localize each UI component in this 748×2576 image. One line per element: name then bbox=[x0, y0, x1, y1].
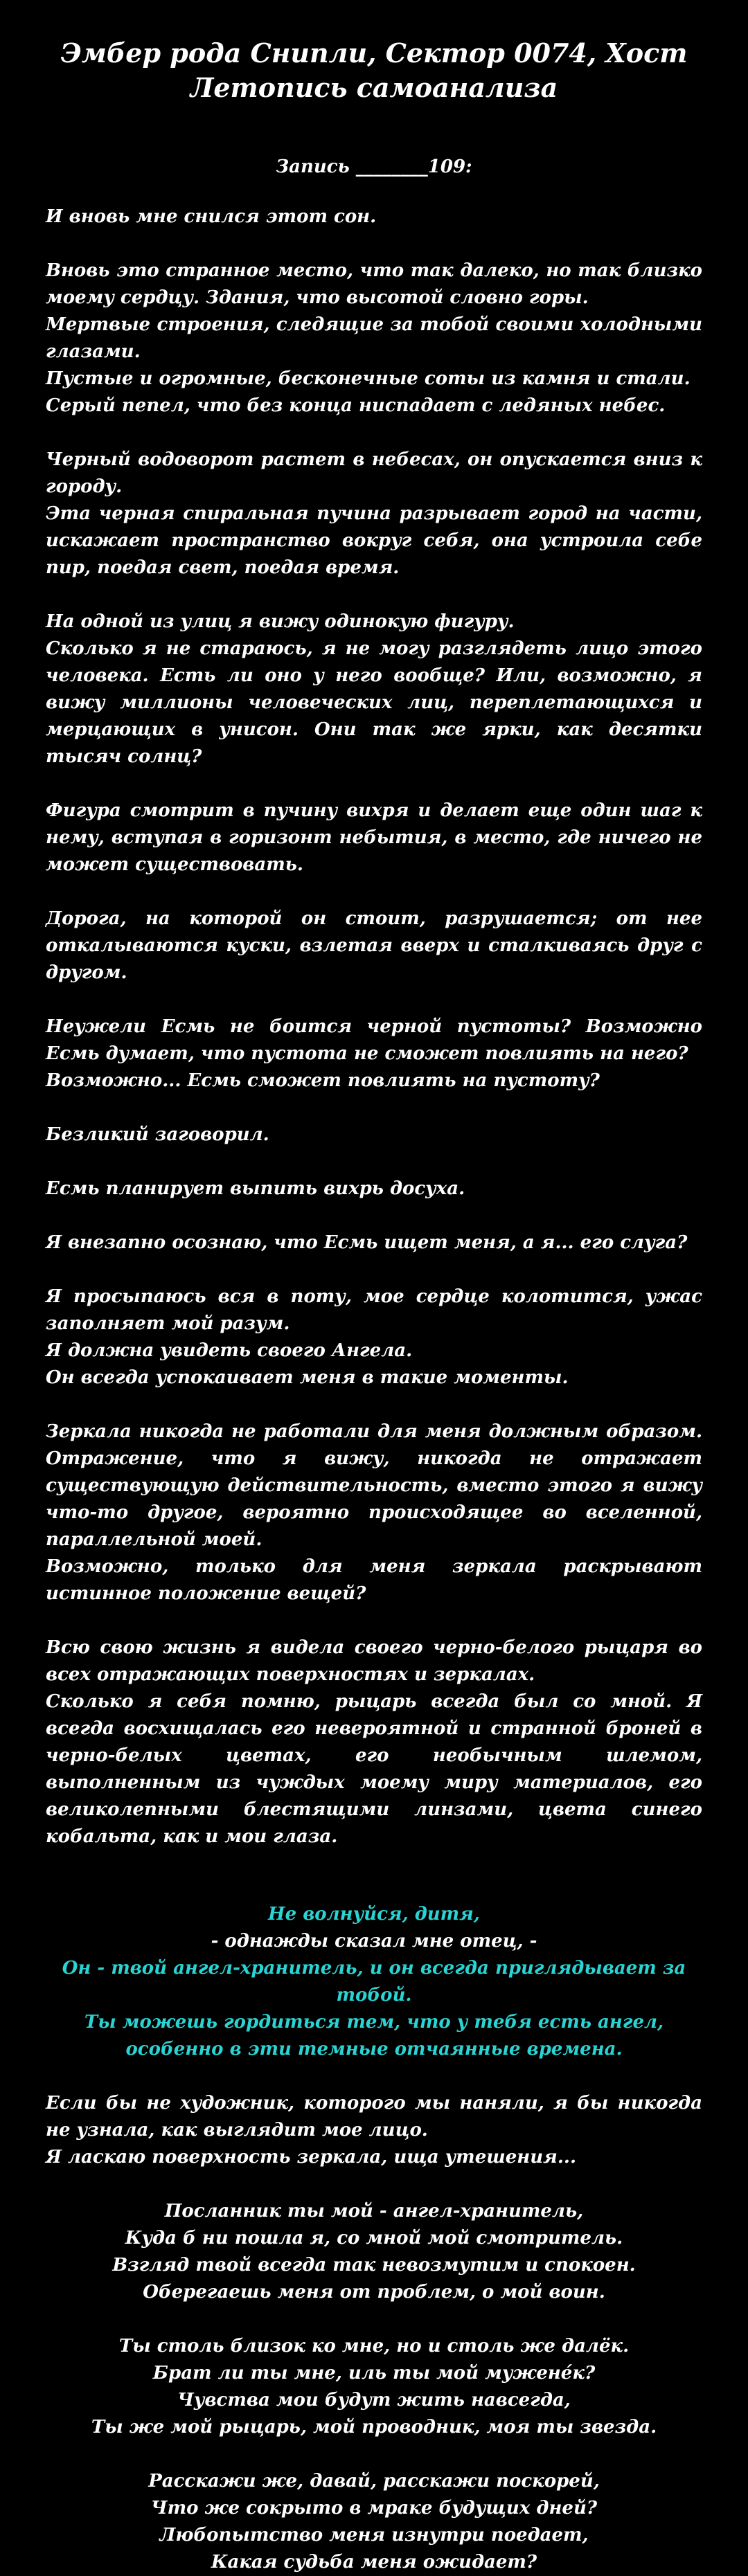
paragraph-line: Я просыпаюсь вся в поту, мое сердце колотится, ужас заполняет мой разум. bbox=[46, 1286, 702, 1334]
paragraph-line: Есмь планирует выпить вихрь досуха. bbox=[46, 1178, 465, 1199]
page-title bbox=[46, 36, 702, 105]
poem-line: Брат ли ты мне, иль ты мой мужене́к? bbox=[152, 2363, 596, 2384]
paragraph-line: Серый пепел, что без конца ниспадает с ледяных небес. bbox=[46, 395, 666, 416]
paragraph-line: Вновь это странное место, что так далеко, но так близко моему сердцу. Здания, что высотой словно горы. bbox=[46, 260, 702, 308]
paragraph-after-quote bbox=[46, 2090, 702, 2171]
paragraph-line: Эта черная спиральная пучина разрывает город на части, искажает пространство вокруг себя, она устроила себе пир, поедая свет, поедая время. bbox=[46, 503, 702, 578]
paragraph-line: Возможно... Есмь сможет повлиять на пустоту? bbox=[46, 1070, 600, 1091]
paragraph-13 bbox=[46, 1634, 702, 1850]
paragraph-1 bbox=[46, 204, 702, 231]
quote-line: Не волнуйся, дитя, bbox=[268, 1904, 480, 1925]
spacer bbox=[46, 879, 702, 906]
spacer bbox=[46, 2441, 702, 2468]
paragraph-line: Неужели Есмь не боится черной пустоты? Возможно Есмь думает, что пустота не сможет повлиять на него? bbox=[46, 1016, 702, 1064]
quote-line: особенно в эти темные отчаянные времена. bbox=[125, 2039, 623, 2060]
spacer bbox=[46, 2306, 702, 2333]
spacer bbox=[46, 1607, 702, 1634]
poem-line: Чувства мои будут жить навсегда, bbox=[177, 2390, 571, 2411]
father-quote bbox=[46, 1901, 702, 2063]
poem-line: Расскажи же, давай, расскажи поскорей, bbox=[148, 2471, 600, 2492]
paragraph-line: Мертвые строения, следящие за тобой своими холодными глазами. bbox=[46, 314, 702, 362]
poem-line: Взгляд твой всегда так невозмутим и спокоен. bbox=[112, 2255, 636, 2276]
spacer bbox=[46, 1095, 702, 1122]
paragraph-line: Я внезапно осознаю, что Есмь ищет меня, а я... его слуга? bbox=[46, 1232, 688, 1253]
paragraph-line: Он всегда успокаивает меня в такие моменты. bbox=[46, 1367, 569, 1388]
poem-line: Посланник ты мой - ангел-хранитель, bbox=[164, 2201, 584, 2222]
paragraph-line: Всю свою жизнь я видела своего черно-белого рыцаря во всех отражающих поверхностях и зеркалах. bbox=[46, 1637, 702, 1685]
poem-line: Ты же мой рыцарь, мой проводник, моя ты звезда. bbox=[91, 2417, 657, 2438]
paragraph-line: Возможно, только для меня зеркала раскрывают истинное положение вещей? bbox=[46, 1556, 702, 1604]
spacer bbox=[46, 1877, 702, 1901]
paragraph-line: На одной из улиц я вижу одинокую фигуру. bbox=[46, 611, 515, 632]
poem-stanza-1 bbox=[46, 2198, 702, 2306]
spacer bbox=[46, 1850, 702, 1877]
paragraph-11 bbox=[46, 1284, 702, 1391]
quote-line: - однажды сказал мне отец, - bbox=[211, 1931, 537, 1952]
paragraph-line: Я ласкаю поверхность зеркала, ища утешения... bbox=[46, 2147, 576, 2168]
paragraph-line: Я должна увидеть своего Ангела. bbox=[46, 1340, 413, 1361]
poem-line: Куда б ни пошла я, со мной мой смотритель. bbox=[125, 2228, 623, 2249]
paragraph-2 bbox=[46, 258, 702, 420]
paragraph-line: Сколько я не стараюсь, я не могу разглядеть лицо этого человека. Есть ли оно у него вообще? Или, возможно, я вижу миллионы человеческих лиц, переплетающихся и мерцающих в унисон. Они так же ярки, как десятки тысяч солнц? bbox=[46, 638, 702, 767]
title-line-2: Летопись самоанализа bbox=[190, 72, 558, 103]
spacer bbox=[46, 582, 702, 609]
quote-line: Он - твой ангел-хранитель, и он всегда приглядывает за тобой. bbox=[62, 1958, 686, 2006]
paragraph-line: Черный водоворот растет в небесах, он опускается вниз к городу. bbox=[46, 449, 702, 497]
poem-line: Оберегаешь меня от проблем, о мой воин. bbox=[143, 2282, 605, 2303]
spacer bbox=[46, 1203, 702, 1230]
spacer bbox=[46, 2063, 702, 2090]
quote-line: Ты можешь гордиться тем, что у тебя есть ангел, bbox=[84, 2012, 664, 2033]
spacer bbox=[46, 1149, 702, 1176]
spacer bbox=[46, 771, 702, 798]
paragraph-12 bbox=[46, 1418, 702, 1607]
paragraph-10 bbox=[46, 1230, 702, 1257]
paragraph-4 bbox=[46, 609, 702, 771]
spacer bbox=[46, 420, 702, 447]
poem-line: Ты столь близок ко мне, но и столь же далёк. bbox=[118, 2336, 630, 2357]
paragraph-line: И вновь мне снился этот сон. bbox=[46, 206, 377, 227]
spacer bbox=[46, 1257, 702, 1284]
spacer bbox=[46, 231, 702, 258]
paragraph-8 bbox=[46, 1122, 702, 1149]
poem-line: Что же сокрыто в мраке будущих дней? bbox=[150, 2498, 598, 2519]
journal-body bbox=[46, 204, 702, 2576]
poem-stanza-2 bbox=[46, 2333, 702, 2441]
paragraph-7 bbox=[46, 1014, 702, 1095]
paragraph-line: Безликий заговорил. bbox=[46, 1124, 269, 1145]
spacer bbox=[46, 1391, 702, 1418]
paragraph-6 bbox=[46, 906, 702, 987]
paragraph-line: Пустые и огромные, бесконечные соты из камня и стали. bbox=[46, 368, 691, 389]
spacer bbox=[46, 2171, 702, 2198]
paragraph-line: Дорога, на которой он стоит, разрушается; от нее откалываются куски, взлетая вверх и сталкиваясь друг с другом. bbox=[46, 908, 702, 983]
entry-number: Запись ________109: bbox=[276, 156, 472, 177]
paragraph-line: Зеркала никогда не работали для меня должным образом. Отражение, что я вижу, никогда не отражает существующую действительность, вместо этого я вижу что-то другое, вероятно происходящее во вселенной, параллельной моей. bbox=[46, 1421, 702, 1550]
paragraph-9 bbox=[46, 1176, 702, 1203]
poem-line: Любопытство меня изнутри поедает, bbox=[159, 2525, 589, 2546]
poem-stanza-3 bbox=[46, 2468, 702, 2576]
title-line-1: Эмбер рода Снипли, Сектор 0074, Хост bbox=[60, 37, 688, 69]
paragraph-line: Если бы не художник, которого мы наняли, я бы никогда не узнала, как выглядит мое лицо. bbox=[46, 2093, 702, 2141]
paragraph-line: Сколько я себя помню, рыцарь всегда был со мной. Я всегда восхищалась его невероятной и странной броней в черно-белых цветах, его необычным шлемом, выполненным из чуждых моему миру материалов, его великолепными блестящими линзами, цвета синего кобальта, как и мои глаза. bbox=[46, 1691, 702, 1847]
poem-line: Какая судьба меня ожидает? bbox=[211, 2552, 537, 2573]
paragraph-line: Фигура смотрит в пучину вихря и делает еще один шаг к нему, вступая в горизонт небытия, в место, где ничего не может существовать. bbox=[46, 800, 702, 875]
paragraph-3 bbox=[46, 447, 702, 582]
paragraph-5 bbox=[46, 798, 702, 879]
spacer bbox=[46, 987, 702, 1014]
